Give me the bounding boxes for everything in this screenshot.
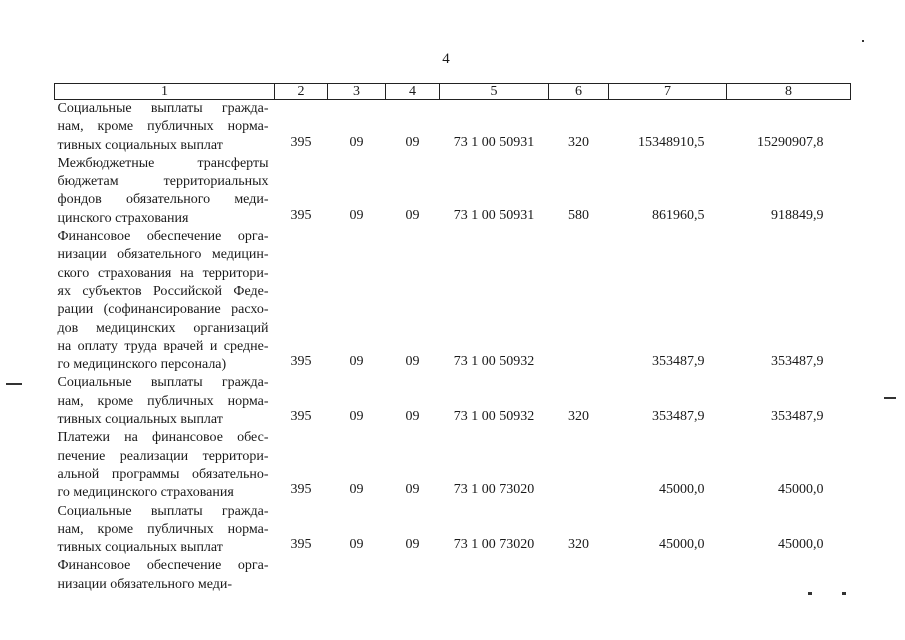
column-header: 8 (727, 84, 851, 100)
amount-year-1: 15348910,5 (638, 134, 705, 150)
target-article-code: 73 1 00 73020 (453, 537, 535, 553)
column-header: 6 (549, 84, 609, 100)
section-code: 395 (290, 207, 312, 223)
subchapter-code: 09 (405, 537, 420, 553)
description-line: дов медицинских организаций (57, 320, 269, 336)
amount-year-1: 353487,9 (652, 409, 705, 425)
row-description (55, 557, 275, 594)
description-line: альной программы обязательно- (57, 466, 269, 482)
column-number-header-row (55, 84, 851, 100)
table-row (55, 429, 851, 502)
target-article-code (440, 557, 549, 594)
chapter-code: 09 (349, 409, 364, 425)
target-article-code: 73 1 00 50932 (453, 409, 535, 425)
description-line: Платежи на финансовое обес- (57, 430, 269, 446)
scan-mark (6, 383, 22, 385)
row-description (55, 155, 275, 228)
row-description (55, 100, 275, 155)
chapter-code: 09 (349, 207, 364, 223)
subchapter-code: 09 (405, 354, 420, 370)
target-article-code: 73 1 00 50931 (453, 134, 535, 150)
expense-type-code (549, 429, 609, 502)
amount-year-2: 45000,0 (778, 482, 824, 498)
description-line: Социальные выплаты гражда- (57, 503, 269, 519)
column-header: 2 (275, 84, 328, 100)
expense-type-code (549, 557, 609, 594)
subchapter-code: 09 (405, 207, 420, 223)
amount-year-2: 45000,0 (778, 537, 824, 553)
column-header: 4 (386, 84, 440, 100)
table-row (55, 228, 851, 374)
amount-year-1: 45000,0 (659, 482, 705, 498)
row-description (55, 503, 275, 558)
expense-type-code: 580 (568, 207, 589, 223)
description-line: печение реализации территори- (57, 448, 269, 464)
description-line: низации обязательного медицин- (57, 247, 269, 263)
amount-year-1: 45000,0 (659, 537, 705, 553)
chapter-code: 09 (349, 134, 364, 150)
column-header: 7 (609, 84, 727, 100)
table-row (55, 557, 851, 594)
expense-type-code: 320 (568, 409, 589, 425)
description-line: тивных социальных выплат (57, 412, 223, 428)
description-line: нам, кроме публичных норма- (57, 119, 269, 135)
description-line: тивных социальных выплат (57, 137, 223, 153)
description-line: Финансовое обеспечение орга- (57, 229, 269, 245)
description-line: Финансовое обеспечение орга- (57, 558, 269, 574)
section-code: 395 (290, 354, 312, 370)
row-description (55, 374, 275, 429)
budget-table (54, 83, 851, 594)
amount-year-1: 353487,9 (652, 354, 705, 370)
column-header: 5 (440, 84, 549, 100)
amount-year-2: 353487,9 (771, 409, 824, 425)
scan-mark (808, 592, 812, 595)
scan-mark (842, 592, 846, 595)
table-row (55, 503, 851, 558)
description-line: на оплату труда врачей и средне- (57, 338, 269, 354)
description-line: низации обязательного меди- (57, 576, 233, 592)
description-line: нам, кроме публичных норма- (57, 393, 269, 409)
column-header: 3 (328, 84, 386, 100)
row-description (55, 228, 275, 374)
description-line: рации (софинансирование расхо- (57, 302, 269, 318)
amount-year-1: 861960,5 (652, 207, 705, 223)
description-line: цинского страхования (57, 210, 189, 226)
section-code: 395 (290, 537, 312, 553)
chapter-code: 09 (349, 537, 364, 553)
section-code: 395 (290, 482, 312, 498)
amount-year-2 (727, 557, 851, 594)
description-line: тивных социальных выплат (57, 540, 223, 556)
section-code: 395 (290, 134, 312, 150)
description-line: Социальные выплаты гражда- (57, 375, 269, 391)
table-row (55, 374, 851, 429)
description-line: Социальные выплаты гражда- (57, 101, 269, 116)
page-number: 4 (442, 51, 450, 67)
scan-mark (884, 397, 896, 399)
expense-type-code: 320 (568, 134, 589, 150)
section-code: 395 (290, 409, 312, 425)
description-line: го медицинского персонала) (57, 357, 227, 373)
target-article-code: 73 1 00 73020 (453, 482, 535, 498)
column-header: 1 (55, 84, 275, 100)
amount-year-1 (609, 557, 727, 594)
description-line: го медицинского страхования (57, 485, 234, 501)
expense-type-code (549, 228, 609, 374)
target-article-code: 73 1 00 50932 (453, 354, 535, 370)
amount-year-2: 918849,9 (771, 207, 824, 223)
description-line: нам, кроме публичных норма- (57, 521, 269, 537)
subchapter-code: 09 (405, 482, 420, 498)
description-line: фондов обязательного меди- (57, 192, 269, 208)
row-description (55, 429, 275, 502)
description-line: Межбюджетные трансферты (57, 155, 269, 171)
subchapter-code (386, 557, 440, 594)
amount-year-2: 15290907,8 (757, 134, 824, 150)
scan-mark (862, 40, 864, 42)
chapter-code: 09 (349, 482, 364, 498)
target-article-code: 73 1 00 50931 (453, 207, 535, 223)
table-row (55, 100, 851, 155)
table-row (55, 155, 851, 228)
amount-year-2: 353487,9 (771, 354, 824, 370)
chapter-code (328, 557, 386, 594)
description-line: бюджетам территориальных (57, 174, 269, 190)
description-line: ского страхования на территори- (57, 265, 269, 281)
expense-type-code: 320 (568, 537, 589, 553)
subchapter-code: 09 (405, 134, 420, 150)
description-line: ях субъектов Российской Феде- (57, 283, 269, 299)
section-code (275, 557, 328, 594)
chapter-code: 09 (349, 354, 364, 370)
subchapter-code: 09 (405, 409, 420, 425)
